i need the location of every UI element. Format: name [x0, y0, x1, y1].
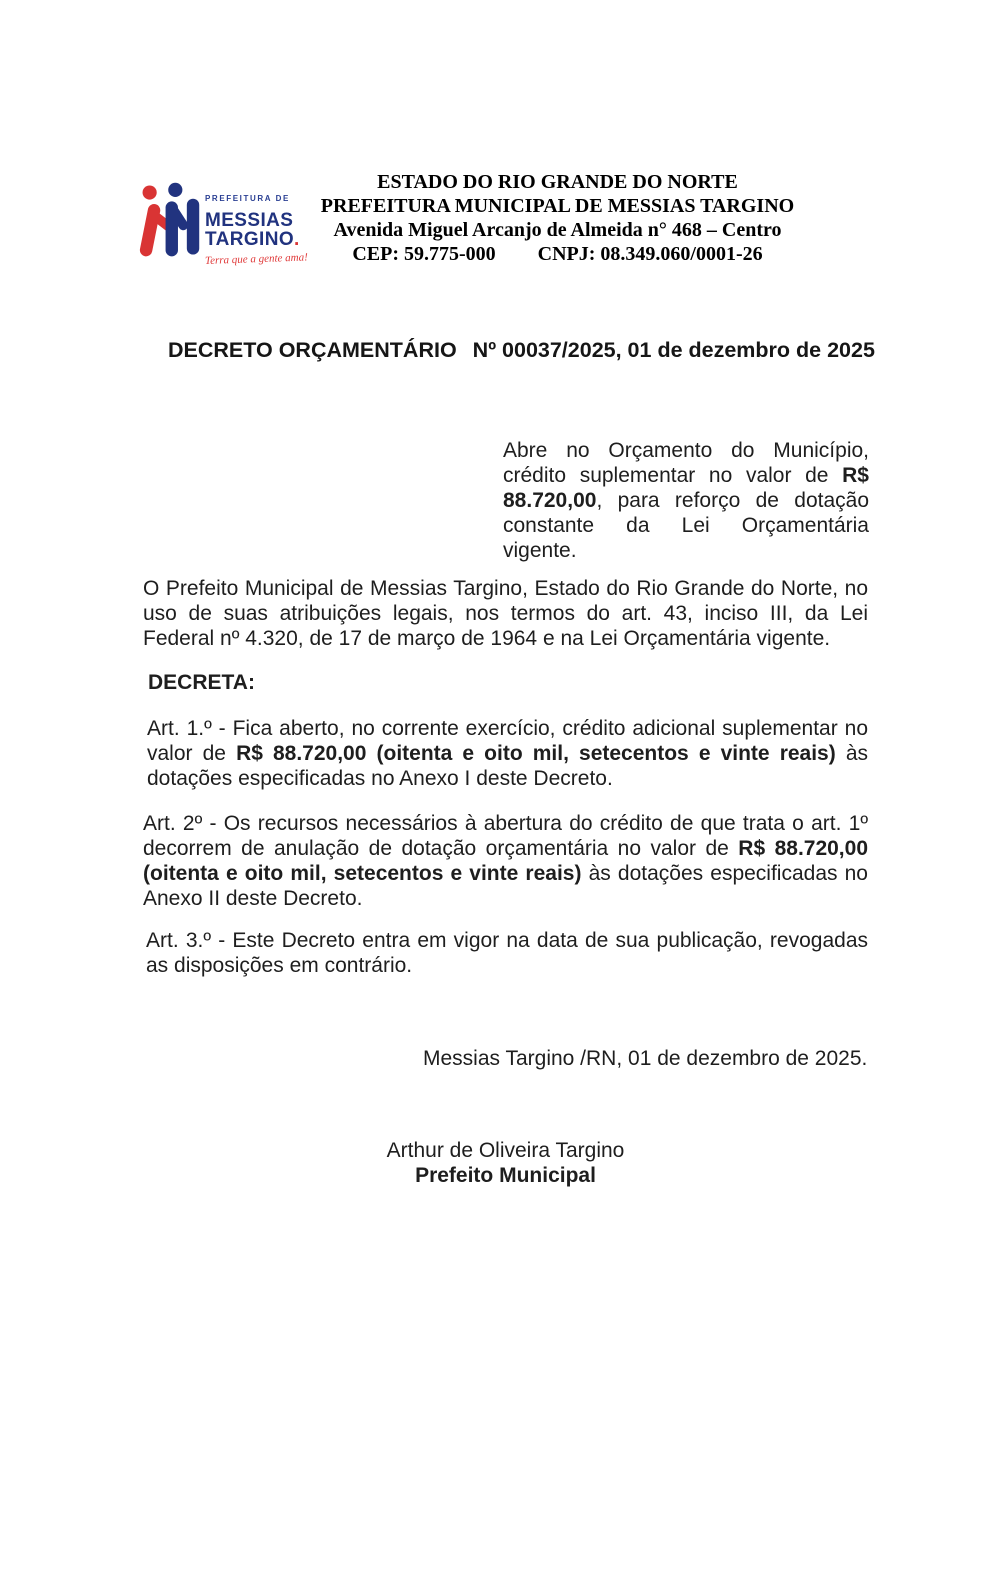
municipality-logo [139, 180, 324, 274]
logo-wordmark [205, 180, 308, 274]
article-1: Art. 1.º - Fica aberto, no corrente exercício, crédito adicional suplementar no valor de R$ 88.720,00 (oitenta e oito mil, setecentos e vinte reais) às dotações especificadas no Anexo I deste Decreto. [147, 717, 869, 790]
place-date-line: Messias Targino /RN, 01 de dezembro de 2025. [423, 1047, 868, 1070]
logo-name-messias: MESSIAS [205, 210, 294, 231]
letterhead-municipality: PREFEITURA MUNICIPAL DE MESSIAS TARGINO [320, 195, 795, 217]
signature-block [143, 1138, 868, 1188]
letterhead [143, 170, 868, 266]
logo-tagline: Terra que a gente ama! [204, 251, 309, 267]
signature-name: Arthur de Oliveira Targino [386, 1139, 625, 1162]
signature-role: Prefeito Municipal [415, 1164, 596, 1187]
decree-title-main: DECRETO ORÇAMENTÁRIO [168, 338, 457, 362]
letterhead-state: ESTADO DO RIO GRANDE DO NORTE [377, 171, 738, 193]
decree-document-page [0, 170, 1000, 1188]
letterhead-text [247, 170, 868, 266]
decree-ementa: Abre no Orçamento do Município, crédito suplementar no valor de R$ 88.720,00, para reforço de dotação constante da Lei Orçamentária vigente. [503, 439, 869, 562]
letterhead-cnpj: CNPJ: 08.349.060/0001-26 [537, 243, 763, 265]
logo-prefeitura-de: PREFEITURA DE [205, 194, 290, 203]
decree-title-number-date: Nº 00037/2025, 01 de dezembro de 2025 [472, 338, 875, 362]
logo-name-targino-text: TARGINO [205, 229, 294, 250]
logo-red-dot: . [294, 229, 300, 250]
decree-title [143, 338, 875, 363]
logo-m-figures-icon [139, 180, 201, 260]
article-3: Art. 3.º - Este Decreto entra em vigor na data de sua publicação, revogadas as disposições em contrário. [146, 929, 868, 977]
letterhead-cep: CEP: 59.775-000 [352, 243, 496, 265]
decree-preamble: O Prefeito Municipal de Messias Targino, Estado do Rio Grande do Norte, no uso de suas atribuições legais, nos termos do art. 43, inciso III, da Lei Federal nº 4.320, de 17 de março de 1964 e na Lei Orçamentária vigente. [143, 577, 868, 650]
letterhead-cep-cnpj [247, 242, 868, 266]
letterhead-address: Avenida Miguel Arcanjo de Almeida n° 468 – Centro [333, 219, 782, 241]
decreta-heading: DECRETA: [148, 671, 255, 694]
article-2: Art. 2º - Os recursos necessários à abertura do crédito de que trata o art. 1º decorrem de anulação de dotação orçamentária no valor de R$ 88.720,00 (oitenta e oito mil, setecentos e vinte reais) às dotações especificadas no Anexo II deste Decreto. [143, 812, 869, 910]
